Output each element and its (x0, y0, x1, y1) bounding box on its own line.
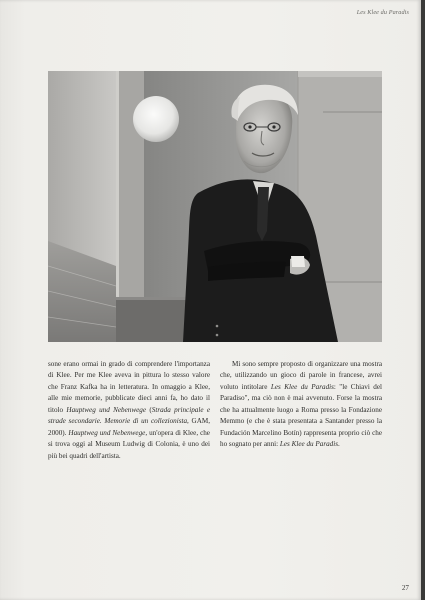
portrait-photo (48, 71, 382, 342)
italic-title: Hauptweg und Nebenwege (68, 428, 146, 437)
italic-title: Hauptweg und Nebenwege (66, 405, 147, 414)
portrait-photo-image (48, 71, 382, 342)
running-head: Les Klee du Paradis (356, 9, 409, 16)
text-run: : "le Chiavi del Paradiso", ma ciò non è mai avvenuto. Forse la mostra che ha attualmente luogo a Roma presso la Fondazione Memmo (e che è stata presentata a Santander presso la Fundación Marcelino Botín) rappresenta proprio ciò che ho sognato per anni: (220, 382, 382, 449)
paragraph (48, 359, 210, 462)
paragraph (220, 359, 382, 451)
text-run: sone erano ormai in grado di comprendere l'importanza di Klee. Per me Klee aveva in pittura lo stesso valore che Franz Kafka ha in letteratura. In omaggio a Klee, alle mie memorie, pubblicate dieci anni fa, ho dato il titolo (48, 360, 210, 414)
text-column-left (48, 359, 210, 462)
italic-title: Strada principale e strade secondarie. Memorie di un collezionista (48, 405, 210, 426)
italic-title: Les Klee du Paradis (270, 382, 334, 391)
text-column-right (220, 359, 382, 451)
page-number: 27 (401, 584, 409, 592)
text-run: , un'opera di Klee, che si trova oggi al Museum Ludwig di Colonia, è uno dei più bei quadri dell'artista. (48, 428, 210, 460)
italic-title: Les Klee du Paradis (279, 440, 339, 449)
text-run: , GAM, 2000). (48, 417, 210, 437)
text-run: . (338, 440, 340, 449)
text-run: ( (146, 405, 152, 414)
text-run: Mi sono sempre proposto di organizzare una mostra che, utilizzando un gioco di parole in francese, avrei voluto intitolare (220, 360, 382, 391)
